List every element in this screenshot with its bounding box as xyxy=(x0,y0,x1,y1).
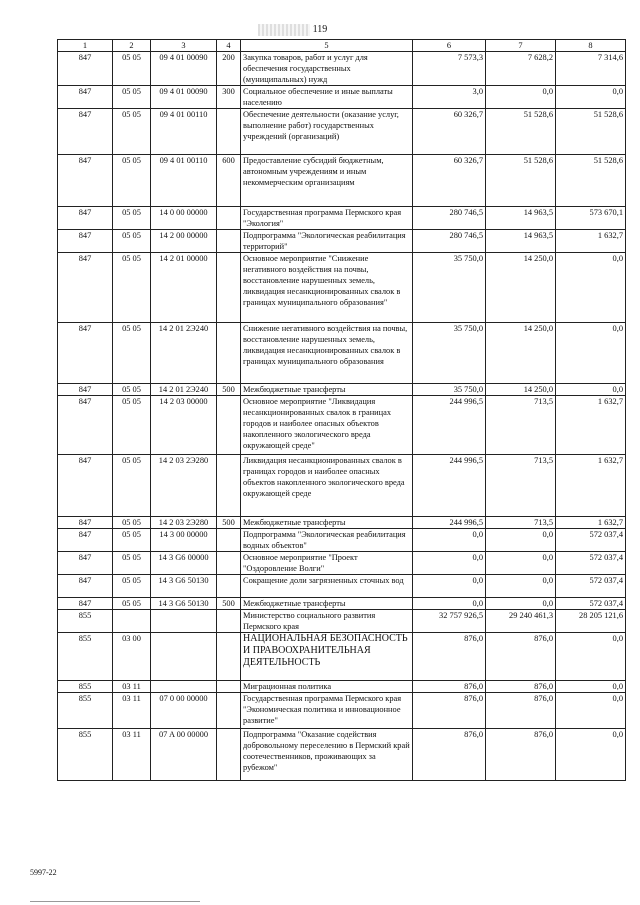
amount-year2-cell: 0,0 xyxy=(486,552,556,575)
target-article-cell xyxy=(151,681,217,693)
description-cell: Снижение негативного воздействия на почвы, восстановление нарушенных земель, ликвидация несанкционированных свалок в границах муниципального образования xyxy=(241,323,413,384)
target-article-cell: 09 4 01 00110 xyxy=(151,155,217,207)
amount-year1-cell: 35 750,0 xyxy=(413,323,486,384)
description-cell: Сокращение доли загрязненных сточных вод xyxy=(241,575,413,598)
table-row xyxy=(58,396,626,455)
admin-code-cell: 855 xyxy=(58,681,113,693)
description-cell: Ликвидация несанкционированных свалок в границах городов и наиболее опасных объектов накопленного экологического вреда окружающей среде xyxy=(241,455,413,517)
column-header: 6 xyxy=(413,40,486,52)
table-row xyxy=(58,729,626,781)
amount-year1-cell: 876,0 xyxy=(413,681,486,693)
description-cell: Обеспечение деятельности (оказание услуг, выполнение работ) государственных учреждений (организаций) xyxy=(241,109,413,155)
section-code-cell: 05 05 xyxy=(113,52,151,86)
amount-year1-cell: 244 996,5 xyxy=(413,517,486,529)
section-code-cell: 05 05 xyxy=(113,575,151,598)
expense-type-cell xyxy=(217,633,241,681)
table-row xyxy=(58,455,626,517)
amount-year2-cell: 0,0 xyxy=(486,529,556,552)
table-row xyxy=(58,681,626,693)
amount-year3-cell: 0,0 xyxy=(556,253,626,323)
expense-type-cell xyxy=(217,323,241,384)
amount-year3-cell: 0,0 xyxy=(556,384,626,396)
amount-year2-cell: 14 250,0 xyxy=(486,384,556,396)
column-header: 2 xyxy=(113,40,151,52)
amount-year3-cell: 7 314,6 xyxy=(556,52,626,86)
section-code-cell: 05 05 xyxy=(113,598,151,610)
section-code-cell: 03 11 xyxy=(113,729,151,781)
description-cell: Межбюджетные трансферты xyxy=(241,598,413,610)
admin-code-cell: 855 xyxy=(58,693,113,729)
amount-year1-cell: 280 746,5 xyxy=(413,207,486,230)
table-row xyxy=(58,575,626,598)
admin-code-cell: 847 xyxy=(58,384,113,396)
target-article-cell: 14 3 G6 50130 xyxy=(151,598,217,610)
table-row xyxy=(58,610,626,633)
table-body xyxy=(58,52,626,781)
admin-code-cell: 847 xyxy=(58,207,113,230)
amount-year3-cell: 1 632,7 xyxy=(556,396,626,455)
table-row xyxy=(58,323,626,384)
header-row xyxy=(58,40,626,52)
expense-type-cell: 500 xyxy=(217,598,241,610)
amount-year2-cell: 713,5 xyxy=(486,396,556,455)
target-article-cell xyxy=(151,610,217,633)
admin-code-cell: 847 xyxy=(58,598,113,610)
amount-year1-cell: 280 746,5 xyxy=(413,230,486,253)
table-row xyxy=(58,52,626,86)
admin-code-cell: 847 xyxy=(58,517,113,529)
target-article-cell: 14 2 03 2Э280 xyxy=(151,517,217,529)
table-row xyxy=(58,207,626,230)
amount-year2-cell: 51 528,6 xyxy=(486,155,556,207)
admin-code-cell: 855 xyxy=(58,610,113,633)
table-row xyxy=(58,693,626,729)
section-code-cell: 03 00 xyxy=(113,633,151,681)
admin-code-cell: 847 xyxy=(58,155,113,207)
section-code-cell: 05 05 xyxy=(113,455,151,517)
table-row xyxy=(58,253,626,323)
admin-code-cell: 847 xyxy=(58,253,113,323)
column-header: 8 xyxy=(556,40,626,52)
expense-type-cell xyxy=(217,681,241,693)
admin-code-cell: 847 xyxy=(58,52,113,86)
table-row xyxy=(58,230,626,253)
expense-type-cell: 500 xyxy=(217,517,241,529)
section-code-cell: 05 05 xyxy=(113,109,151,155)
table-row xyxy=(58,517,626,529)
description-cell: Подпрограмма "Экологическая реабилитация водных объектов" xyxy=(241,529,413,552)
amount-year1-cell: 876,0 xyxy=(413,729,486,781)
amount-year2-cell: 876,0 xyxy=(486,681,556,693)
amount-year2-cell: 876,0 xyxy=(486,633,556,681)
section-code-cell: 05 05 xyxy=(113,230,151,253)
admin-code-cell: 847 xyxy=(58,575,113,598)
amount-year1-cell: 3,0 xyxy=(413,86,486,109)
amount-year3-cell: 572 037,4 xyxy=(556,529,626,552)
description-cell: Подпрограмма "Экологическая реабилитация территорий" xyxy=(241,230,413,253)
expense-type-cell: 300 xyxy=(217,86,241,109)
expense-type-cell xyxy=(217,610,241,633)
table-row xyxy=(58,384,626,396)
column-header: 1 xyxy=(58,40,113,52)
target-article-cell xyxy=(151,633,217,681)
amount-year1-cell: 0,0 xyxy=(413,598,486,610)
amount-year1-cell: 7 573,3 xyxy=(413,52,486,86)
amount-year3-cell: 572 037,4 xyxy=(556,575,626,598)
amount-year2-cell: 876,0 xyxy=(486,729,556,781)
amount-year1-cell: 32 757 926,5 xyxy=(413,610,486,633)
amount-year2-cell: 29 240 461,3 xyxy=(486,610,556,633)
section-code-cell: 05 05 xyxy=(113,207,151,230)
section-code-cell: 05 05 xyxy=(113,155,151,207)
amount-year2-cell: 713,5 xyxy=(486,455,556,517)
expense-type-cell xyxy=(217,552,241,575)
amount-year2-cell: 0,0 xyxy=(486,598,556,610)
description-cell: Государственная программа Пермского края "Экология" xyxy=(241,207,413,230)
expense-type-cell: 200 xyxy=(217,52,241,86)
description-cell: Основное мероприятие "Проект "Оздоровление Волги" xyxy=(241,552,413,575)
amount-year1-cell: 60 326,7 xyxy=(413,109,486,155)
target-article-cell: 09 4 01 00090 xyxy=(151,86,217,109)
amount-year1-cell: 244 996,5 xyxy=(413,396,486,455)
expense-type-cell xyxy=(217,693,241,729)
description-cell: Основное мероприятие "Ликвидация несанкционированных свалок в границах городов и наиболее опасных объектов накопленного экологического вреда окружающей среде" xyxy=(241,396,413,455)
amount-year1-cell: 244 996,5 xyxy=(413,455,486,517)
expense-type-cell xyxy=(217,529,241,552)
table-row xyxy=(58,552,626,575)
amount-year3-cell: 28 205 121,6 xyxy=(556,610,626,633)
amount-year1-cell: 0,0 xyxy=(413,552,486,575)
description-cell: Основное мероприятие "Снижение негативного воздействия на почвы, восстановление нарушенных земель, ликвидация несанкционированных свалок в границах муниципального образования" xyxy=(241,253,413,323)
amount-year3-cell: 1 632,7 xyxy=(556,517,626,529)
table-row xyxy=(58,633,626,681)
amount-year2-cell: 7 628,2 xyxy=(486,52,556,86)
amount-year1-cell: 60 326,7 xyxy=(413,155,486,207)
target-article-cell: 14 2 01 2Э240 xyxy=(151,323,217,384)
description-cell: Межбюджетные трансферты xyxy=(241,384,413,396)
amount-year3-cell: 1 632,7 xyxy=(556,230,626,253)
target-article-cell: 14 0 00 00000 xyxy=(151,207,217,230)
section-code-cell: 05 05 xyxy=(113,323,151,384)
page-number: 119 xyxy=(312,24,328,35)
admin-code-cell: 847 xyxy=(58,552,113,575)
amount-year3-cell: 0,0 xyxy=(556,86,626,109)
expense-type-cell: 600 xyxy=(217,155,241,207)
section-code-cell: 05 05 xyxy=(113,552,151,575)
amount-year3-cell: 0,0 xyxy=(556,681,626,693)
target-article-cell: 14 2 01 00000 xyxy=(151,253,217,323)
amount-year3-cell: 51 528,6 xyxy=(556,155,626,207)
amount-year2-cell: 713,5 xyxy=(486,517,556,529)
expense-type-cell xyxy=(217,253,241,323)
budget-table xyxy=(57,39,626,781)
target-article-cell: 14 2 00 00000 xyxy=(151,230,217,253)
description-cell: Социальное обеспечение и иные выплаты населению xyxy=(241,86,413,109)
expense-type-cell xyxy=(217,230,241,253)
expense-type-cell xyxy=(217,207,241,230)
description-cell: Подпрограмма "Оказание содействия добровольному переселению в Пермский край соотечественников, проживающих за рубежом" xyxy=(241,729,413,781)
column-header: 3 xyxy=(151,40,217,52)
target-article-cell: 07 0 00 00000 xyxy=(151,693,217,729)
amount-year2-cell: 14 250,0 xyxy=(486,253,556,323)
target-article-cell: 14 2 01 2Э240 xyxy=(151,384,217,396)
amount-year3-cell: 573 670,1 xyxy=(556,207,626,230)
column-header: 4 xyxy=(217,40,241,52)
admin-code-cell: 847 xyxy=(58,86,113,109)
admin-code-cell: 847 xyxy=(58,396,113,455)
expense-type-cell xyxy=(217,455,241,517)
amount-year3-cell: 0,0 xyxy=(556,323,626,384)
amount-year1-cell: 35 750,0 xyxy=(413,253,486,323)
admin-code-cell: 855 xyxy=(58,729,113,781)
amount-year2-cell: 0,0 xyxy=(486,86,556,109)
section-code-cell: 03 11 xyxy=(113,693,151,729)
section-code-cell: 05 05 xyxy=(113,396,151,455)
description-cell: Межбюджетные трансферты xyxy=(241,517,413,529)
target-article-cell: 14 3 G6 50130 xyxy=(151,575,217,598)
amount-year1-cell: 0,0 xyxy=(413,575,486,598)
amount-year2-cell: 14 963,5 xyxy=(486,207,556,230)
table-row xyxy=(58,86,626,109)
description-cell: Предоставление субсидий бюджетным, автономным учреждениям и иным некоммерческим организациям xyxy=(241,155,413,207)
amount-year3-cell: 572 037,4 xyxy=(556,552,626,575)
amount-year2-cell: 51 528,6 xyxy=(486,109,556,155)
admin-code-cell: 847 xyxy=(58,529,113,552)
admin-code-cell: 847 xyxy=(58,109,113,155)
section-code-cell xyxy=(113,610,151,633)
expense-type-cell xyxy=(217,575,241,598)
amount-year1-cell: 35 750,0 xyxy=(413,384,486,396)
description-cell: НАЦИОНАЛЬНАЯ БЕЗОПАСНОСТЬ И ПРАВООХРАНИТЕЛЬНАЯ ДЕЯТЕЛЬНОСТЬ xyxy=(241,633,413,681)
expense-type-cell xyxy=(217,109,241,155)
target-article-cell: 14 3 G6 00000 xyxy=(151,552,217,575)
section-code-cell: 03 11 xyxy=(113,681,151,693)
description-cell: Миграционная политика xyxy=(241,681,413,693)
column-header: 5 xyxy=(241,40,413,52)
expense-type-cell xyxy=(217,396,241,455)
description-cell: Министерство социального развития Пермского края xyxy=(241,610,413,633)
table-row xyxy=(58,529,626,552)
amount-year2-cell: 14 250,0 xyxy=(486,323,556,384)
amount-year2-cell: 0,0 xyxy=(486,575,556,598)
amount-year3-cell: 0,0 xyxy=(556,693,626,729)
section-code-cell: 05 05 xyxy=(113,86,151,109)
amount-year3-cell: 0,0 xyxy=(556,729,626,781)
amount-year3-cell: 1 632,7 xyxy=(556,455,626,517)
section-code-cell: 05 05 xyxy=(113,529,151,552)
footer-code: 5997-22 xyxy=(30,868,57,877)
target-article-cell: 07 A 00 00000 xyxy=(151,729,217,781)
description-cell: Закупка товаров, работ и услуг для обеспечения государственных (муниципальных) нужд xyxy=(241,52,413,86)
target-article-cell: 09 4 01 00110 xyxy=(151,109,217,155)
expense-type-cell xyxy=(217,729,241,781)
target-article-cell: 14 2 03 00000 xyxy=(151,396,217,455)
amount-year2-cell: 876,0 xyxy=(486,693,556,729)
admin-code-cell: 847 xyxy=(58,455,113,517)
description-cell: Государственная программа Пермского края "Экономическая политика и инновационное развитие" xyxy=(241,693,413,729)
expense-type-cell: 500 xyxy=(217,384,241,396)
bottom-divider xyxy=(30,901,200,902)
target-article-cell: 09 4 01 00090 xyxy=(151,52,217,86)
section-code-cell: 05 05 xyxy=(113,384,151,396)
amount-year3-cell: 572 037,4 xyxy=(556,598,626,610)
admin-code-cell: 847 xyxy=(58,230,113,253)
target-article-cell: 14 2 03 2Э280 xyxy=(151,455,217,517)
amount-year3-cell: 51 528,6 xyxy=(556,109,626,155)
admin-code-cell: 855 xyxy=(58,633,113,681)
column-header: 7 xyxy=(486,40,556,52)
table-row xyxy=(58,155,626,207)
target-article-cell: 14 3 00 00000 xyxy=(151,529,217,552)
amount-year1-cell: 0,0 xyxy=(413,529,486,552)
amount-year2-cell: 14 963,5 xyxy=(486,230,556,253)
section-code-cell: 05 05 xyxy=(113,517,151,529)
section-code-cell: 05 05 xyxy=(113,253,151,323)
amount-year3-cell: 0,0 xyxy=(556,633,626,681)
amount-year1-cell: 876,0 xyxy=(413,693,486,729)
table-row xyxy=(58,598,626,610)
amount-year1-cell: 876,0 xyxy=(413,633,486,681)
table-row xyxy=(58,109,626,155)
admin-code-cell: 847 xyxy=(58,323,113,384)
